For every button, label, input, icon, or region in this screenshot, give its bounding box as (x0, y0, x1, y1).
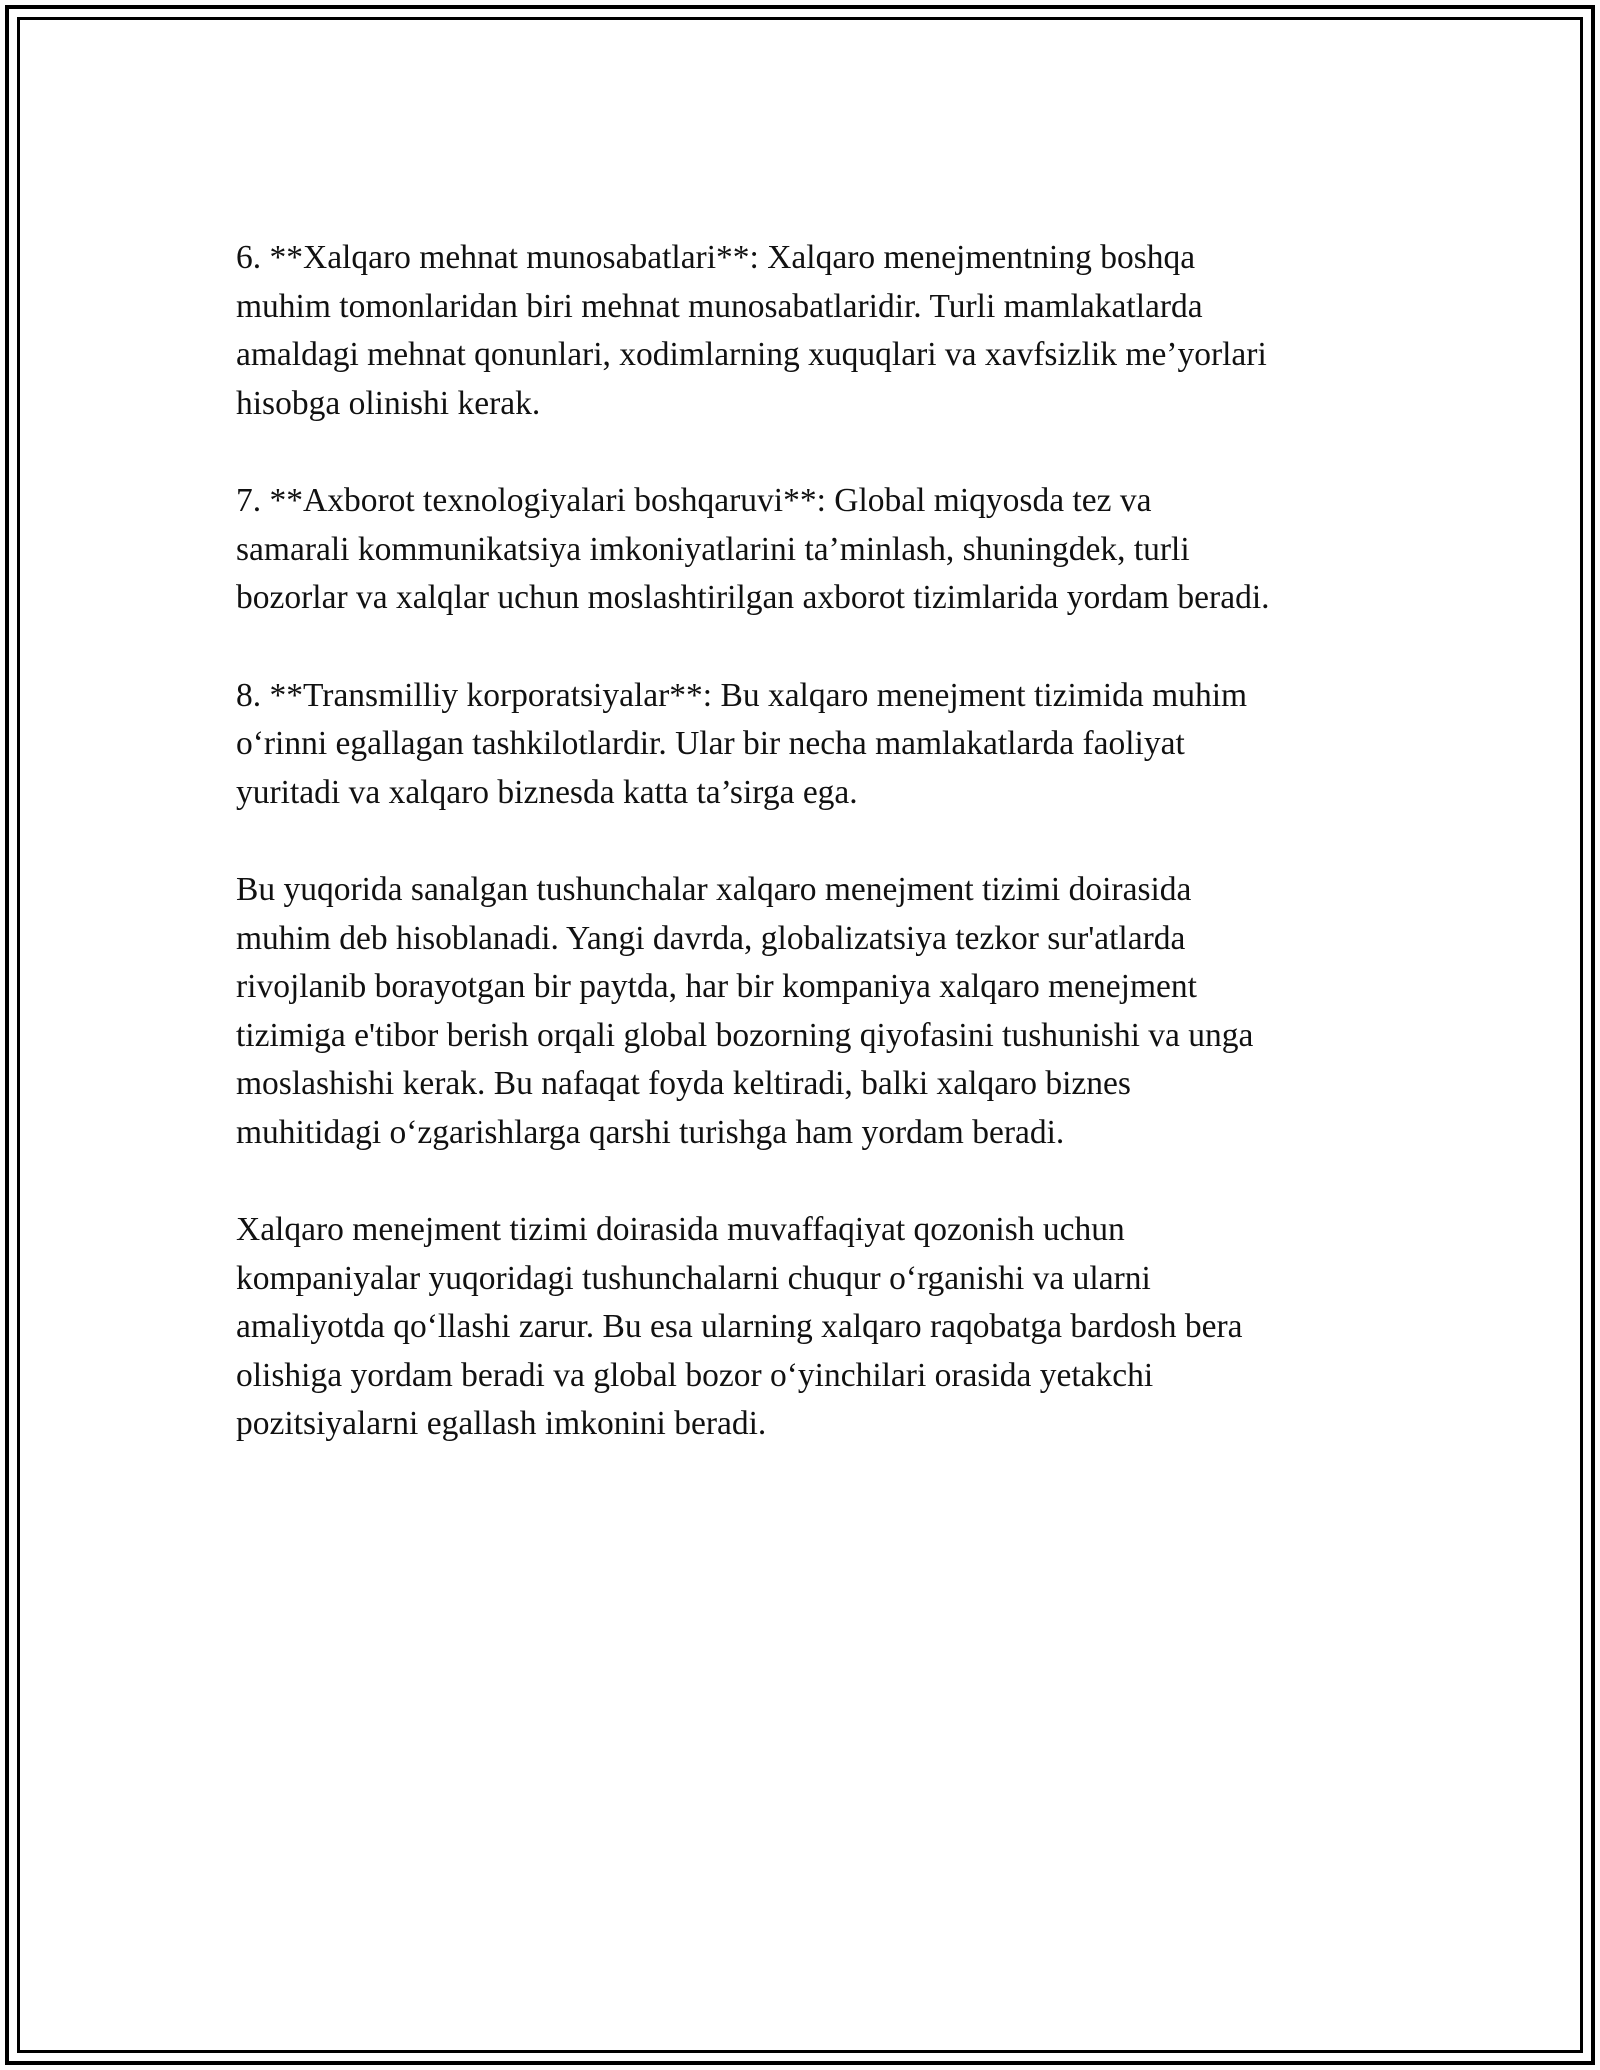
text-line: 8. **Transmilliy korporatsiyalar**: Bu xalqaro menejment tizimida muhim (236, 676, 1248, 714)
text-line: bozorlar va xalqlar uchun moslashtirilgan axborot tizimlarida yordam beradi. (236, 579, 1270, 616)
text-line: tizimiga e'tibor berish orqali global bozorning qiyofasini tushunishi va unga (236, 1016, 1254, 1054)
text-line: muhitidagi o‘zgarishlarga qarshi turishga ham yordam beradi. (236, 1113, 1065, 1151)
text-line: rivojlanib borayotgan bir paytda, har bir kompaniya xalqaro menejment (236, 968, 1197, 1005)
text-line: kompaniyalar yuqoridagi tushunchalarni chuqur o‘rganishi va ularni (236, 1259, 1151, 1297)
paragraph-transnational-corporations (236, 672, 1386, 818)
text-line: amaliyotda qo‘llashi zarur. Bu esa ularning xalqaro raqobatga bardosh bera (236, 1308, 1243, 1345)
paragraph-it-management (236, 477, 1386, 623)
text-line: yuritadi va xalqaro biznesda katta ta’sirga ega. (236, 773, 858, 811)
paragraph-labor-relations (236, 234, 1386, 428)
paragraph-summary (236, 866, 1386, 1157)
text-line: muhim deb hisoblanadi. Yangi davrda, globalizatsiya tezkor sur'atlarda (236, 919, 1186, 957)
text-line: pozitsiyalarni egallash imkonini beradi. (236, 1405, 767, 1442)
text-line: moslashishi kerak. Bu nafaqat foyda keltiradi, balki xalqaro biznes (236, 1065, 1131, 1102)
text-line: 6. **Xalqaro mehnat munosabatlari**: Xalqaro menejmentning boshqa (236, 239, 1196, 276)
text-line: 7. **Axborot texnologiyalari boshqaruvi**: Global miqyosda tez va (236, 482, 1152, 519)
text-line: Xalqaro menejment tizimi doirasida muvaffaqiyat qozonish uchun (236, 1211, 1125, 1248)
text-line: o‘rinni egallagan tashkilotlardir. Ular bir necha mamlakatlarda faoliyat (236, 725, 1185, 762)
text-line: samarali kommunikatsiya imkoniyatlarini ta’minlash, shuningdek, turli (236, 530, 1190, 568)
text-line: hisobga olinishi kerak. (236, 384, 541, 422)
document-body (236, 234, 1386, 1498)
text-line: olishiga yordam beradi va global bozor o‘yinchilari orasida yetakchi (236, 1356, 1154, 1394)
text-line: Bu yuqorida sanalgan tushunchalar xalqaro menejment tizimi doirasida (236, 871, 1192, 908)
text-line: muhim tomonlaridan biri mehnat munosabatlaridir. Turli mamlakatlarda (236, 287, 1203, 325)
paragraph-conclusion (236, 1206, 1386, 1449)
text-line: amaldagi mehnat qonunlari, xodimlarning xuquqlari va xavfsizlik me’yorlari (236, 336, 1267, 373)
